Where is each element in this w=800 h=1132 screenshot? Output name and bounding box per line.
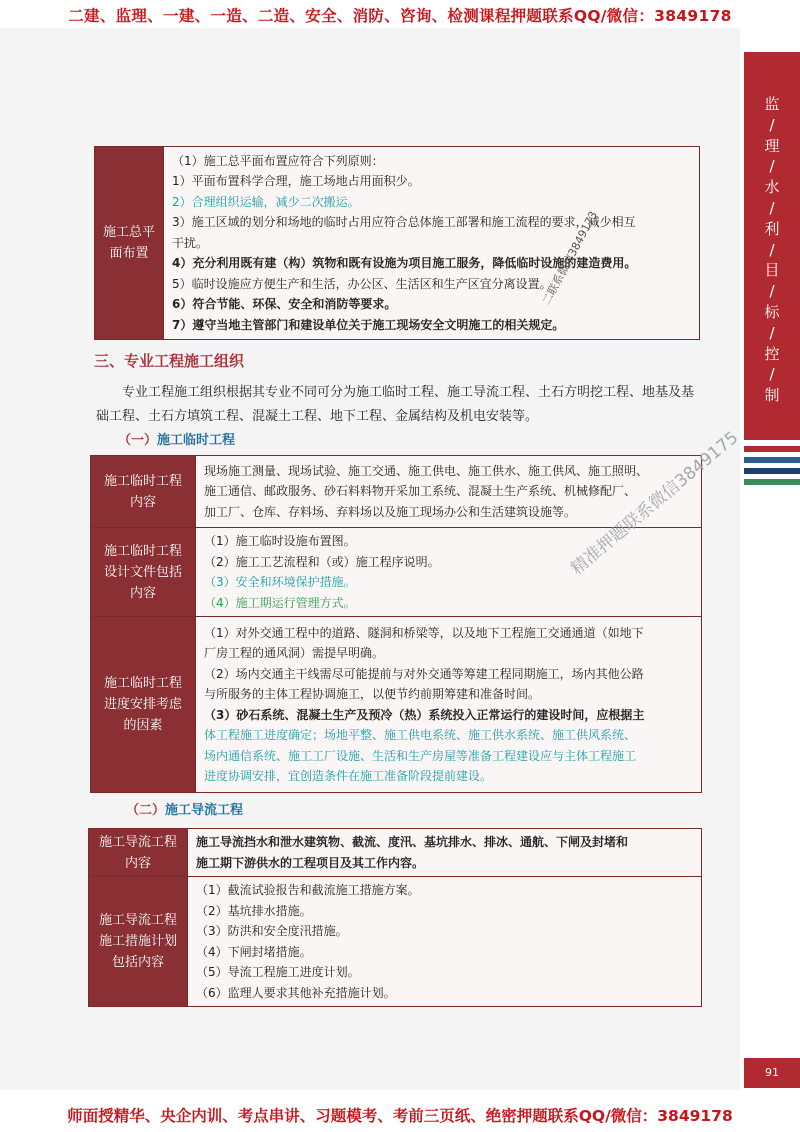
row-content: （1）施工临时设施布置图。 （2）施工工艺流程和（或）施工程序说明。 （3）安全和环境保护措施。 （4）施工期运行管理方式。 [196, 528, 702, 617]
row-content: （1）对外交通工程中的道路、隧洞和桥梁等，以及地下工程施工交通通道（如地下 厂房工程的通风洞）需提早明确。 （2）场内交通主干线需尽可能提前与对外交通等筹建工程同期施工，场内其他公路 与所服务的主体工程协调施工，以便节约前期筹建和准备时间。 （3）砂石系统、混凝土生产及预冷（热）系统投入正常运行的建设时间，应根据主 体工程施工进度确定；场地平整、施工供电系统、施工供水系统、施工供风系统、 场内通信系统、施工工厂设施、生活和生产房屋等准备工程建设应与主体工程施工 进度协调安排，宜创造条件在施工准备阶段提前建设。 [196, 617, 702, 793]
subheading-diversion: （二）施工导流工程 [126, 803, 244, 818]
row-label: 施工临时工程 进度安排考虑 的因素 [91, 617, 196, 793]
watermark-large: 精准押题联系微信3849175 [567, 427, 743, 580]
row-label: 施工导流工程 施工措施计划 包括内容 [89, 877, 188, 1007]
row-label: 施工总平 面布置 [95, 147, 164, 340]
subheading-temporary: （一）施工临时工程 [118, 433, 236, 448]
row-label: 施工导流工程 内容 [89, 829, 188, 877]
row-content: 施工导流挡水和泄水建筑物、截流、度汛、基坑排水、排冰、通航、下闸及封堵和 施工期下游供水的工程项目及其工作内容。 [188, 829, 702, 877]
row-content: （1）施工总平面布置应符合下列原则： 1）平面布置科学合理，施工场地占用面积少。 2）合理组织运输，减少二次搬运。 3）施工区域的划分和场地的临时占用应符合总体施工部署和施工流程的要求，减少相互 干扰。 4）充分利用既有建（构）筑物和既有设施为项目施工服务，降低临时设施的建造费用。 5）临时设施应方便生产和生活，办公区、生活区和生产区宜分离设置。 6）符合节能、环保、安全和消防等要求。 7）遵守当地主管部门和建设单位关于施工现场安全文明施工的相关规定。 [164, 147, 700, 340]
row-label: 施工临时工程 设计文件包括 内容 [91, 528, 196, 617]
table-diversion-works [88, 828, 702, 1007]
row-content: 现场施工测量、现场试验、施工交通、施工供电、施工供水、施工供风、施工照明、 施工通信、邮政服务、砂石料料物开采加工系统、混凝土生产系统、机械修配厂、 加工厂、仓库、存料场、弃料场以及施工现场办公和生活建筑设施等。 [196, 456, 702, 528]
section-paragraph: 专业工程施工组织根据其专业不同可分为施工临时工程、施工导流工程、土石方明挖工程、地基及基础工程、土石方填筑工程、混凝土工程、地下工程、金属结构及机电安装等。 [96, 385, 695, 424]
section-heading: 三、专业工程施工组织 [94, 352, 245, 370]
table-temporary-works [90, 455, 702, 793]
row-label: 施工临时工程 内容 [91, 456, 196, 528]
side-chapter-tab [744, 52, 800, 440]
top-ad-banner: 二建、监理、一建、一造、二造、安全、消防、咨询、检测课程押题联系QQ/微信：3849178 [68, 7, 732, 25]
side-tab-label: 监 / 理 / 水 / 利 / 目 / 标 / 控 / 制 [764, 95, 780, 405]
bottom-ad-banner: 师面授精华、央企内训、考点串讲、习题模考、考前三页纸、绝密押题联系QQ/微信：3849178 [67, 1107, 733, 1125]
watermark-small: 二联系微信3849173 [539, 209, 601, 308]
page-number: 91 [744, 1058, 800, 1088]
row-content: （1）截流试验报告和截流施工措施方案。 （2）基坑排水措施。 （3）防洪和安全度汛措施。 （4）下闸封堵措施。 （5）导流工程施工进度计划。 （6）监理人要求其他补充措施计划。 [188, 877, 702, 1007]
color-stripes [744, 446, 800, 490]
table-general-layout [94, 146, 700, 340]
